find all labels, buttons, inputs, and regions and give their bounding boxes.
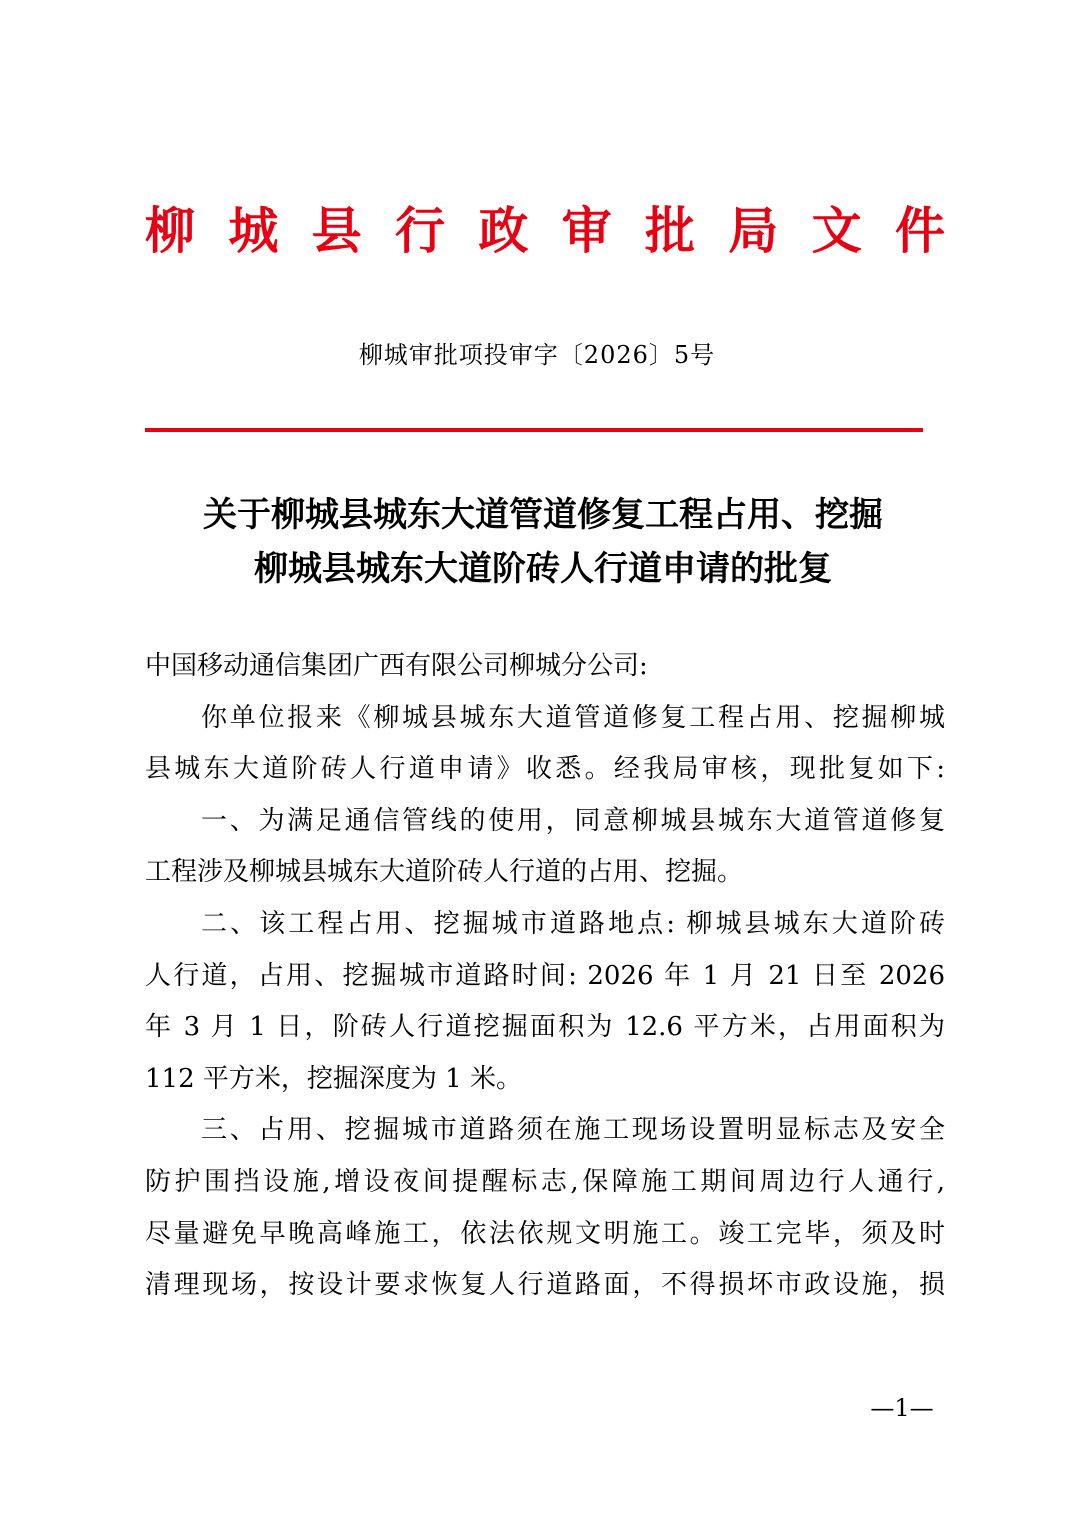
document-title bbox=[120, 488, 966, 596]
title-line: 关于柳城县城东大道管道修复工程占用、挖掘 bbox=[203, 495, 883, 535]
header-char: 县 bbox=[311, 201, 362, 260]
body-line: 二、该工程占用、挖掘城市道路地点: 柳城县城东大道阶砖 bbox=[201, 908, 945, 939]
header-char: 审 bbox=[561, 201, 612, 260]
header-char: 批 bbox=[644, 201, 695, 260]
document-body bbox=[145, 641, 945, 1312]
body-line: 尽量避免早晚高峰施工，依法依规文明施工。竣工完毕，须及时 bbox=[145, 1218, 945, 1249]
body-line: 一、为满足通信管线的使用，同意柳城县城东大道管道修复 bbox=[201, 805, 945, 836]
header-char: 柳 bbox=[145, 201, 195, 260]
body-line: 人行道，占用、挖掘城市道路时间: 2026 年 1 月 21 日至 2026 bbox=[145, 960, 945, 991]
header-char: 行 bbox=[394, 201, 445, 260]
body-line: 工程涉及柳城县城东大道阶砖人行道的占用、挖掘。 bbox=[145, 857, 744, 888]
body-line: 县城东大道阶砖人行道申请》收悉。经我局审核，现批复如下: bbox=[145, 754, 945, 785]
body-line: 清理现场，按设计要求恢复人行道路面，不得损坏市政设施，损 bbox=[145, 1270, 945, 1301]
body-line: 防护围挡设施,增设夜间提醒标志,保障施工期间周边行人通行, bbox=[145, 1166, 945, 1197]
document-number: 柳城审批项投审字〔2026〕5号 bbox=[358, 341, 716, 369]
red-separator-line bbox=[145, 428, 923, 432]
header-char: 文 bbox=[811, 201, 862, 260]
header-char: 政 bbox=[478, 201, 529, 260]
title-line: 柳城县城东大道阶砖人行道申请的批复 bbox=[254, 549, 832, 589]
body-line: 三、占用、挖掘城市道路须在施工现场设置明显标志及安全 bbox=[201, 1115, 945, 1146]
recipient-line: 中国移动通信集团广西有限公司柳城分公司: bbox=[145, 651, 648, 681]
header-char: 局 bbox=[728, 201, 779, 260]
issuing-authority-header bbox=[145, 200, 945, 262]
header-char: 城 bbox=[228, 201, 279, 260]
body-line: 你单位报来《柳城县城东大道管道修复工程占用、挖掘柳城 bbox=[201, 702, 945, 733]
body-line: 112 平方米，挖掘深度为 1 米。 bbox=[145, 1063, 522, 1094]
body-line: 年 3 月 1 日，阶砖人行道挖掘面积为 12.6 平方米，占用面积为 bbox=[145, 1012, 945, 1043]
header-char: 件 bbox=[894, 201, 945, 260]
page-number: —1— bbox=[870, 1394, 934, 1422]
